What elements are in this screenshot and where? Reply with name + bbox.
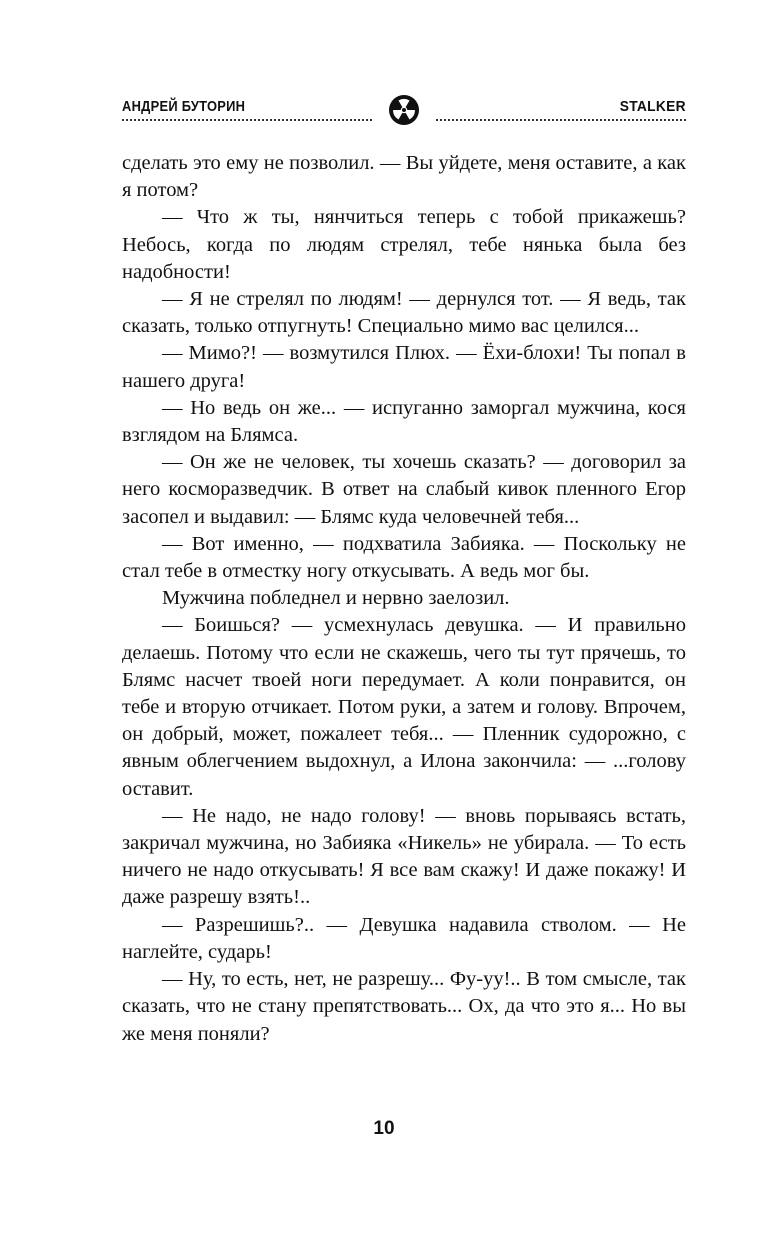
paragraph: — Вот именно, — подхватила Забияка. — Поскольку не стал тебе в отместку ногу откусывать. А ведь мог бы.	[122, 532, 686, 583]
radiation-icon	[388, 94, 420, 126]
paragraph: — Но ведь он же... — испуганно заморгал мужчина, кося взглядом на Блямса.	[122, 396, 686, 447]
paragraph: — Что ж ты, нянчиться теперь с тобой прикажешь? Небось, когда по людям стрелял, тебе нянька была без надобности!	[122, 206, 686, 283]
paragraph: — Не надо, не надо голову! — вновь порываясь встать, закричал мужчина, но Забияка «Никель» не убирала. — То есть ничего не надо откусывать! Я все вам скажу! И даже покажу! И даже разрешу взять!..	[122, 804, 686, 909]
body-text	[122, 150, 686, 1048]
paragraph: сделать это ему не позволил. — Вы уйдете, меня оставите, а как я потом?	[122, 152, 686, 202]
page-number: 10	[373, 1118, 395, 1139]
header-dotted-rule-left	[122, 119, 372, 121]
header-dotted-rule-right	[436, 119, 686, 121]
paragraph: — Он же не человек, ты хочешь сказать? — договорил за него косморазведчик. В ответ на слабый кивок пленного Егор засопел и выдавил: — Блямс куда человечней тебя...	[122, 451, 686, 528]
running-header	[122, 88, 686, 128]
header-author: АНДРЕЙ БУТОРИН	[122, 98, 246, 115]
paragraph: — Боишься? — усмехнулась девушка. — И правильно делаешь. Потому что если не скажешь, чего ты тут прячешь, то Блямс насчет твоей ноги передумает. А коли понравится, он тебе и вторую отчикает. Потом руки, а затем и голову. Впрочем, он добрый, может, пожалеет тебя... — Пленник судорожно, с явным облегчением выдохнул, а Илона закончила: — ...голову оставит.	[122, 614, 686, 800]
paragraph: — Ну, то есть, нет, не разрешу... Фу-уу!.. В том смысле, так сказать, что не стану препятствовать... Ох, да что это я... Но вы же меня поняли?	[122, 968, 686, 1045]
paragraph: Мужчина побледнел и нервно заелозил.	[162, 587, 510, 610]
paragraph: — Мимо?! — возмутился Плюх. — Ёхи-блохи! Ты попал в нашего друга!	[122, 342, 686, 392]
paragraph: — Разрешишь?.. — Девушка надавила стволом. — Не наглейте, сударь!	[122, 913, 686, 963]
paragraph: — Я не стрелял по людям! — дернулся тот. — Я ведь, так сказать, только отпугнуть! Специально мимо вас целился...	[122, 288, 686, 338]
header-series: STALKER	[619, 98, 686, 115]
